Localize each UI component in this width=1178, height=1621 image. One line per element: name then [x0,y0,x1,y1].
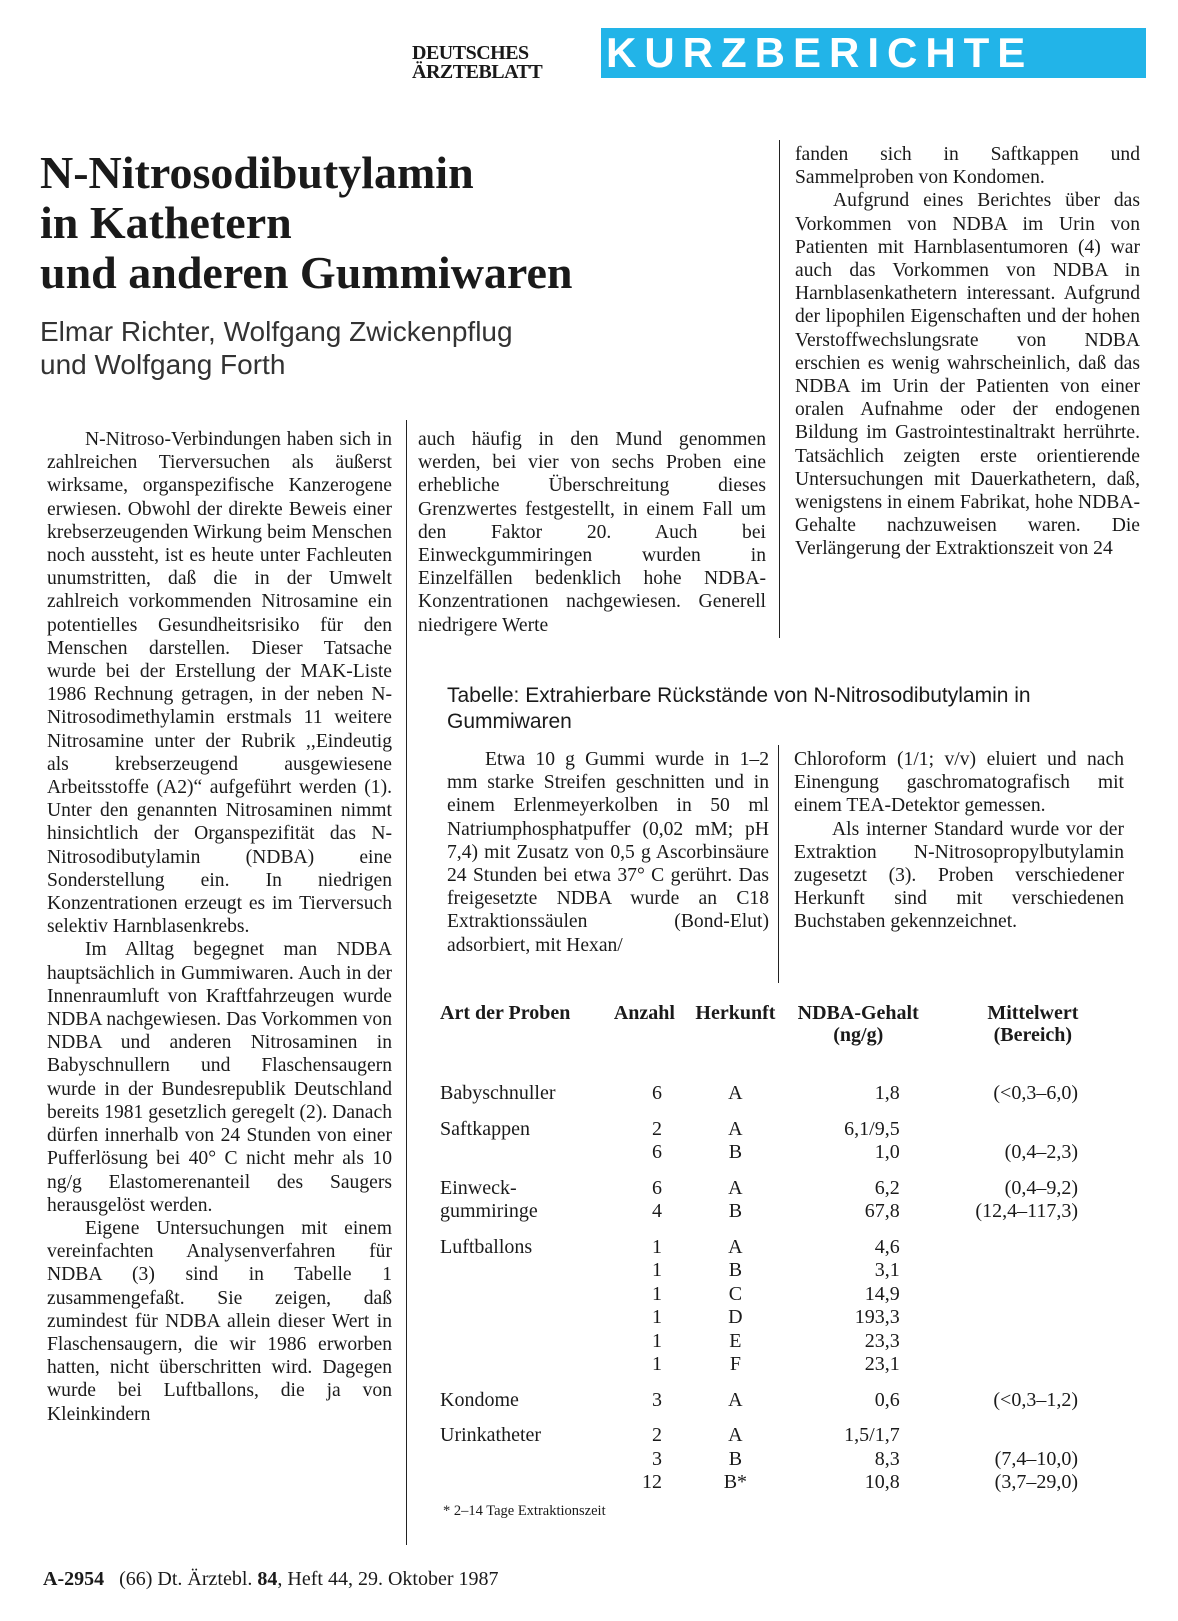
cell-art: Luftballons [440,1235,533,1258]
cell-anzahl: 3 [652,1447,663,1470]
body-paragraph: Eigene Untersuchungen mit einem vereinfachten Analysenverfahren für NDBA (3) sind in Tabelle 1 zusammengefaßt. Sie zeigen, daß zumindest für NDBA allein dieser Wert in Flaschensaugern, die wir 1986 erworben hatten, nicht überschritten wird. Dagegen wurde bei Luftballons, die ja von Kleinkindern [47,1217,392,1425]
cell-bereich: (3,7–29,0) [994,1471,1078,1493]
table-row [440,1141,1130,1165]
cell-anzahl: 1 [652,1306,663,1328]
table-method-column-2 [794,748,1124,934]
cell-art [440,1330,599,1354]
cell-herkunft: B [728,1200,743,1222]
table-row [440,1448,1130,1472]
cell-art [440,1283,599,1307]
table-footnote: * 2–14 Tage Extraktionszeit [443,1503,606,1519]
column-divider [406,420,407,1545]
cell-art [440,1353,599,1377]
body-paragraph: auch häufig in den Mund genommen werden, bei vier von sechs Proben eine erhebliche Überschreitung dieses Grenzwertes festgestellt, in einem Fall um den Faktor 20. Auch bei Einweckgummiringen wurden in Einzelfällen bedenklich hohe NDBA-Konzentrationen nachgewiesen. Generell niedrigere Werte [418,429,766,636]
cell-herkunft: A [728,1424,743,1446]
article-title [40,148,740,298]
table-row [440,1106,1130,1142]
title-line: N-Nitrosodibutylamin [40,147,474,198]
cell-gehalt: 67,8 [864,1200,900,1222]
cell-anzahl: 6 [652,1141,663,1163]
section-title: KURZBERICHTE [606,29,1034,76]
cell-bereich: (<0,3–6,0) [993,1082,1078,1104]
cell-herkunft: E [729,1329,742,1352]
cell-anzahl: 12 [642,1471,663,1493]
table-row [440,1353,1130,1377]
body-column-2 [418,428,766,637]
cell-bereich [936,1283,1130,1307]
cell-herkunft: A [728,1176,743,1199]
cell-anzahl: 1 [652,1329,663,1352]
column-divider [778,745,779,983]
cell-gehalt: 1,5/1,7 [844,1424,900,1446]
volume-number: 84 [257,1568,278,1590]
page-number: A-2954 [43,1568,105,1590]
cell-art: Einweck- [440,1176,517,1199]
page-footer [43,1568,498,1591]
cell-gehalt: 23,3 [864,1329,900,1352]
cell-art [440,1306,599,1330]
cell-herkunft: B [728,1259,743,1281]
cell-anzahl: 3 [652,1388,663,1411]
cell-bereich: (0,4–9,2) [1004,1176,1078,1199]
body-paragraph: N-Nitroso-Verbindungen haben sich in zahlreichen Tierversuchen als äußerst wirksame, organspezifische Kanzerogene erwiesen. Obwohl der direkte Beweis einer krebserzeugenden Wirkung beim Menschen noch aussteht, ist es heute unter Fachleuten unumstritten, daß die in der Umwelt zahlreich vorkommenden Nitrosamine ein potentielles Gesundheitsrisiko für den Menschen darstellen. Dieser Tatsache wurde bei der Erstellung der MAK-Liste 1986 Rechnung getragen, in der neben N-Nitrosodimethylamin erstmals 11 weitere Nitrosamine unter der Rubrik ,,Eindeutig als krebserzeugend ausgewiesene Arbeitsstoffe (A2)“ aufgeführt werden (1). Unter den genannten Nitrosaminen nimmt hinsichtlich der Organspezifität das N-Nitrosodibutylamin (NDBA) eine Sonderstellung ein. In niedrigen Konzentrationen erzeugt es im Tierversuch selektiv Harnblasenkrebs. [47,429,392,938]
body-paragraph: Aufgrund eines Berichtes über das Vorkommen von NDBA im Urin von Patienten mit Harnblasentumoren (4) war auch das Vorkommen von NDBA in Harnblasenkathetern interessant. Aufgrund der lipophilen Eigenschaften und der hohen Verstoffwechslungsrate von NDBA erschien es wenig wahrscheinlich, daß das NDBA im Urin der Patienten von einer oralen Aufnahme oder der endogenen Bildung im Gastrointestinaltrakt herrührte. Tatsächlich zeigten erste orientierende Untersuchungen mit Dauerkathetern, daß, wenigstens in einem Fabrikat, hohe NDBA-Gehalte nachzuweisen waren. Die Verlängerung der Extraktionszeit von 24 [795,190,1141,560]
table-row [440,1471,1130,1495]
header-gehalt: NDBA-Gehalt (ng/g) [797,1002,919,1046]
author-list [40,315,640,381]
cell-herkunft: A [728,1388,743,1411]
cell-bereich [936,1330,1130,1354]
cell-art [440,1141,599,1165]
cell-herkunft: B [728,1141,743,1163]
table-row [440,1224,1130,1260]
cell-herkunft: A [728,1235,743,1258]
table-caption: Tabelle: Extrahierbare Rückstände von N-Nitrosodibutylamin in Gummiwaren [447,684,1031,733]
cell-gehalt: 1,0 [874,1141,900,1163]
author-line: Elmar Richter, Wolfgang Zwickenpflug [40,316,513,347]
cell-bereich: (12,4–117,3) [975,1200,1078,1222]
body-column-3 [795,143,1140,561]
cell-gehalt: 10,8 [864,1471,900,1493]
body-paragraph: fanden sich in Saftkappen und Sammelproben von Kondomen. [795,144,1140,189]
cell-herkunft: C [728,1282,743,1305]
cell-anzahl: 6 [652,1176,663,1199]
cell-gehalt: 6,1/9,5 [844,1117,900,1140]
table-row [440,1165,1130,1201]
title-line: und anderen Gummiwaren [40,247,573,298]
cell-gehalt: 6,2 [874,1176,900,1199]
cell-gehalt: 193,3 [854,1306,900,1328]
cell-gehalt: 8,3 [874,1447,900,1470]
cell-art: Urinkatheter [440,1424,542,1446]
table-method-column-1 [447,748,769,957]
cell-bereich: (<0,3–1,2) [993,1388,1078,1411]
cell-art [440,1471,599,1495]
cell-gehalt: 14,9 [864,1282,900,1305]
cell-herkunft: F [729,1353,741,1375]
journal-logo [412,44,590,82]
table-row [440,1200,1130,1224]
header-anzahl: Anzahl [613,1002,675,1024]
cell-bereich [936,1306,1130,1330]
table-header-row [440,1002,1130,1070]
cell-bereich [936,1353,1130,1377]
header-herkunft: Herkunft [695,1002,776,1024]
cell-herkunft: B* [723,1471,748,1493]
body-paragraph: Im Alltag begegnet man NDBA hauptsächlich in Gummiwaren. Auch in der Innenraumluft von Kraftfahrzeugen wurde NDBA nachgewiesen. Das Vorkommen von NDBA und anderen Nitrosaminen in Babyschnullern und Flaschensaugern wurde in der Bundesrepublik Deutschland bereits 1981 gesetzlich geregelt (2). Danach dürfen innerhalb von 24 Stunden von einer Pufferlösung bei 40° C nicht mehr als 10 ng/g Elastomerenanteil des Saugers herausgelöst werden. [47,939,392,1216]
cell-anzahl: 1 [652,1282,663,1305]
table-row [440,1283,1130,1307]
header-mittelwert: Mittelwert (Bereich) [987,1002,1079,1046]
author-line: und Wolfgang Forth [40,349,286,380]
table-row [440,1306,1130,1330]
cell-anzahl: 6 [652,1082,663,1104]
cell-art [440,1448,599,1472]
cell-art: Kondome [440,1388,519,1411]
table-row [440,1330,1130,1354]
cell-bereich: (0,4–2,3) [1004,1141,1078,1163]
cell-anzahl: 1 [652,1235,663,1258]
cell-bereich: (7,4–10,0) [994,1447,1078,1470]
cell-bereich [936,1106,1130,1142]
cell-bereich [936,1412,1130,1448]
cell-gehalt: 0,6 [874,1388,900,1411]
table-row [440,1377,1130,1413]
table-row [440,1412,1130,1448]
table-row [440,1070,1130,1106]
cell-herkunft: B [728,1447,743,1470]
cell-anzahl: 4 [652,1200,663,1222]
column-divider [779,140,780,638]
table-body [440,1070,1130,1495]
method-paragraph: Als interner Standard wurde vor der Extraktion N-Nitrosopropylbutylamin zugesetzt (3). Proben verschiedener Herkunft sind mit verschiedenen Buchstaben gekennzeichnet. [794,818,1124,933]
cell-gehalt: 4,6 [874,1235,900,1258]
cell-gehalt: 23,1 [864,1353,900,1375]
body-column-1 [47,428,392,1426]
cell-art: Babyschnuller [440,1082,556,1104]
journal-name-line2: ÄRZTEBLATT [412,61,543,83]
table-row [440,1259,1130,1283]
cell-herkunft: A [728,1082,743,1104]
citation-text: (66) Dt. Ärztebl. [119,1568,253,1590]
data-table [440,1002,1130,1495]
cell-gehalt: 1,8 [874,1082,900,1104]
method-paragraph: Etwa 10 g Gummi wurde in 1–2 mm starke Streifen geschnitten und in einem Erlenmeyerkolben in 50 ml Natriumphosphatpuffer (0,02 mM; pH 7,4) mit Zusatz von 0,5 g Ascorbinsäure 24 Stunden bei etwa 37° C gerührt. Das freigesetzte NDBA wurde an C18 Extraktionssäulen (Bond-Elut) adsorbiert, mit Hexan/ [447,749,769,956]
header-art: Art der Proben [440,1002,571,1024]
journal-name-line1: DEUTSCHES [412,42,529,64]
cell-gehalt: 3,1 [874,1259,900,1281]
title-line: in Kathetern [40,197,292,248]
cell-anzahl: 2 [652,1424,663,1446]
cell-anzahl: 1 [652,1353,663,1375]
cell-herkunft: D [728,1306,743,1328]
cell-art [440,1259,599,1283]
method-paragraph: Chloroform (1/1; v/v) eluiert und nach Einengung gaschromatografisch mit einem TEA-Detektor gemessen. [794,749,1124,817]
cell-anzahl: 2 [652,1117,663,1140]
cell-bereich [936,1259,1130,1283]
citation-issue: , Heft 44, 29. Oktober 1987 [277,1568,499,1590]
cell-art: gummiringe [440,1200,538,1222]
cell-art: Saftkappen [440,1117,530,1140]
cell-anzahl: 1 [652,1259,663,1281]
cell-bereich [936,1224,1130,1260]
cell-herkunft: A [728,1117,743,1140]
